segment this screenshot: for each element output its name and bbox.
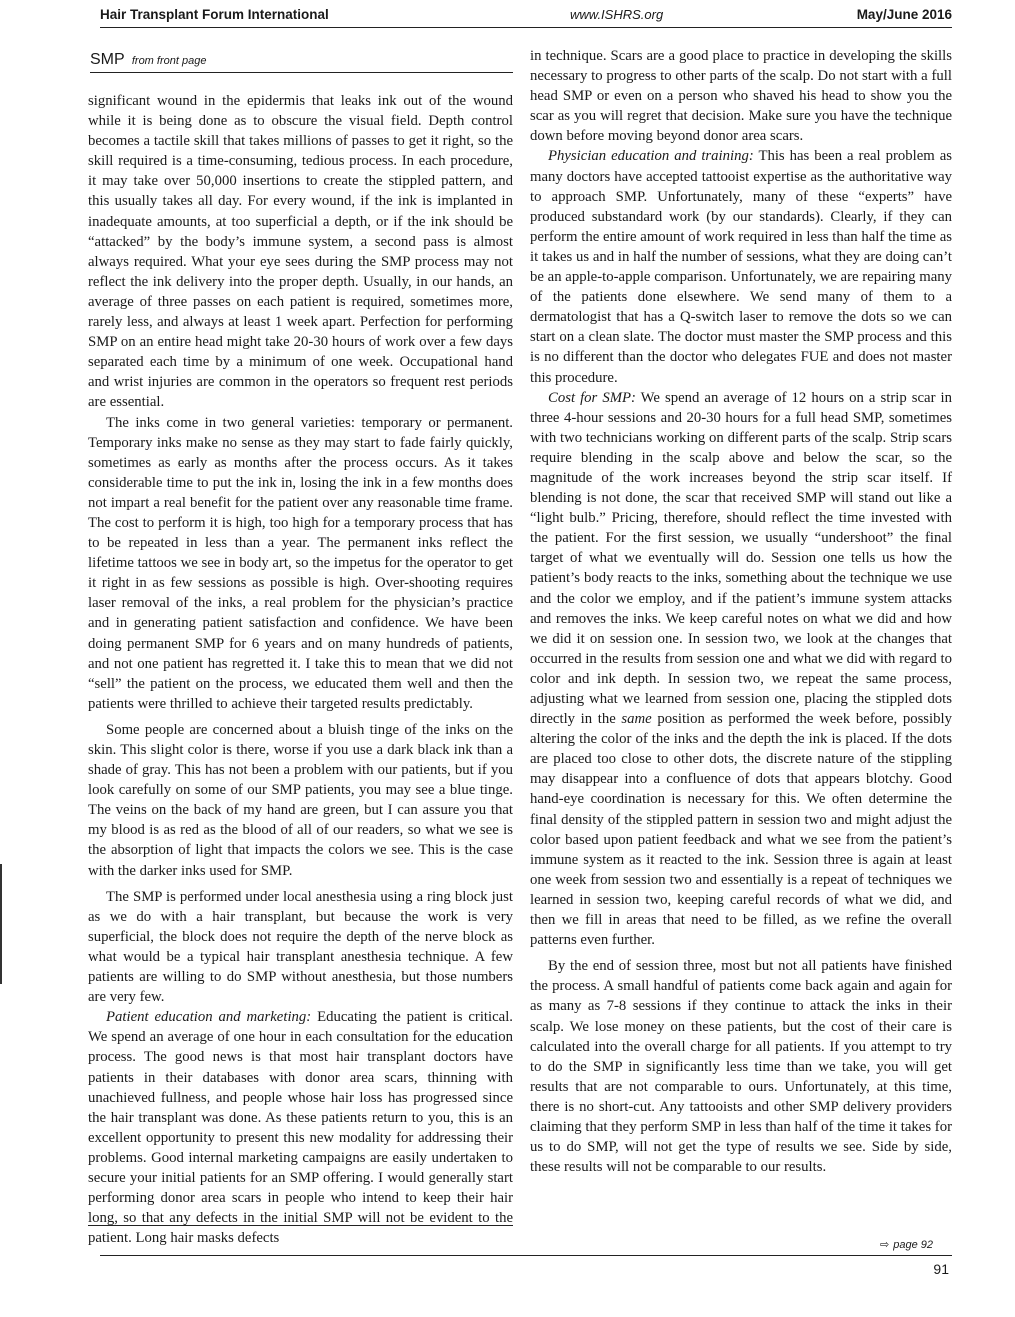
right-paragraph-3-body-b: position as performed the week before, possibly altering the color of the inks and the depth the ink is placed. If the dots are placed too close to other dots, the discrete nature of the stippling may disappear into a confluence of dots that appears blotchy. Good hand-eye coordination is necessary for this. We often determine the final density of the stippled pattern in session two and might adjust the color based upon patient feedback and what we see from the patient’s immune system as it reacted to the ink. Session three is again at least one week from session two and essentially is a repeat of techniques we learned in session two, keeping careful records of what we did, and then we fill in areas that need to be filled, as we refine the overall patterns even further. [530, 711, 952, 949]
right-paragraph-1: in technique. Scars are a good place to practice in developing the skills necessary to progress to other parts of the scalp. Do not start with a full head SMP or even on a person who shaved his head to show you the scar as you will regret that decision. Make sure you have the technique down before moving beyond donor area scars. [530, 48, 952, 145]
left-column-bottom-rule [88, 1225, 513, 1226]
issue-date: May/June 2016 [856, 7, 952, 22]
website-link[interactable]: www.ISHRS.org [570, 7, 664, 22]
arrow-right-icon: ⇨ [880, 1239, 890, 1251]
continued-on-page: page 92 [893, 1239, 933, 1251]
left-paragraph-1: significant wound in the epidermis that leaks ink out of the wound while it is being done as to obscure the visual field. Depth control becomes a tactile skill that takes millions of passes to get it right, so the skill required is a time-consuming, tedious process. In each procedure, it may take over 50,000 insertions to create the stippled pattern, and this usually takes all day. For every wound, if the ink is implanted in inadequate amounts, at too superficial a depth, or if the ink should be “attacked” by the body’s immune system, a second pass is almost always required. What your eye sees during the SMP process may not reflect the ink delivery into the proper depth. Usually, in our hands, an average of three passes on each patient is required, sometimes more, rarely less, and always at least 1 week apart. Perfection for performing SMP on an entire head might take 20-30 hours of work over a few days separated each time by a minimum of one week. Occupational hand and wrist injuries are common in the operators so frequent rest periods are essential. [88, 93, 513, 411]
page-number: 91 [933, 1261, 949, 1277]
left-paragraph-5 [88, 1007, 513, 1248]
left-paragraph-5-body: Educating the patient is critical. We spend an average of one hour in each consultation for the education process. The good news is that most hair transplant doctors have patients in their databases with donor area scars, thinning with unachieved fullness, and people whose hair loss has progressed since the hair transplant was done. As these patients return to you, this is an excellent opportunity to present this new modality for addressing their problems. Good internal marketing campaigns are easily undertaken to secure your initial patients for an SMP offering. I would generally start performing donor area scars in people who intend to keep their hair long, so that any defects in the initial SMP will not be evident to the patient. Long hair masks defects [88, 1009, 513, 1247]
right-paragraph-3-body-a: We spend an average of 12 hours on a strip scar in three 4-hour sessions and 20-30 hours for a full head SMP, sometimes with two technicians working on different parts of the scalp. Strip scars require blending in the scalp above and below the scar, so the magnitude of the work increases beyond the strip scar itself. If blending is not done, the scar that received SMP will stand out like a “light bulb.” Pricing, therefore, should reflect the time invested with the patient. For the first session, we usually “undershoot” the final target of what we eventually will do. Session one tells us how the patient’s body reacts to the inks, something about the technique we use and the color we employ, and if the patient’s immune system attacks and removes the inks. We keep careful notes on what we did and how we did it on session one. In session two, we look at the changes that occurred in the results from session one and what we did with regard to color and ink depth. In session two, we repeat the same process, adjusting what we learned from session one, placing the stippled dots directly in the [530, 389, 952, 728]
footer-rule [100, 1255, 952, 1256]
subhead-physician-education: Physician education and training: [548, 148, 754, 165]
header-rule [100, 27, 952, 28]
section-heading [90, 50, 513, 73]
emphasis-same: same [621, 711, 652, 728]
continued-on-link[interactable] [880, 1238, 933, 1251]
left-paragraph-3: Some people are concerned about a bluish tinge of the inks on the skin. This slight color is there, worse if you use a dark black ink than a shade of gray. This has not been a problem with our patients, but if you look carefully on some of our SMP patients, you may see a blue tinge. The veins on the back of my hand are green, but I can assure you that my blood is as red as the blood of all of our readers, so what we see is the absorption of light that impacts the colors we see. This is the case with the darker inks used for SMP. [88, 721, 513, 879]
right-paragraph-3 [530, 388, 952, 951]
right-paragraph-2-body: This has been a real problem as many doctors have accepted tattooist expertise as the authoritative way to approach SMP. Unfortunately, many of these “experts” have produced substandard work (by our standards). Clearly, if they can perform the entire amount of work required in less than half the time as it takes us and in half the number of sessions, what they are doing can’t be an apple-to-apple comparison. Unfortunately, we are repairing many of the patients done elsewhere. We send many of them to a dermatologist that has a Q-switch laser to remove the dots so we can start on a clean slate. The doctor must master the SMP process and this is no different than the doctor who delegates FUE and does not master this procedure. [530, 148, 952, 386]
subhead-cost-for-smp: Cost for SMP: [548, 389, 636, 406]
section-title: SMP [90, 51, 125, 68]
left-column [88, 50, 513, 1248]
right-paragraph-2 [530, 146, 952, 387]
publication-name: Hair Transplant Forum International [100, 7, 329, 22]
left-paragraph-4: The SMP is performed under local anesthesia using a ring block just as we do with a hair transplant, but because the work is very superficial, the block does not require the depth of the nerve block as what would be a typical hair transplant anesthesia technique. A few patients are willing to do SMP without anesthesia, but those numbers are very few. [88, 888, 513, 1006]
left-paragraph-2: The inks come in two general varieties: temporary or permanent. Temporary inks make no sense as they may start to fade fairly quickly, sometimes as early as months after the process occurs. As it takes considerable time to put the ink in, losing the ink in a few months does not impart a real benefit for the patient over any reasonable time frame. The cost to perform it is high, too high for a temporary process that has to be repeated in less than a year. The permanent inks reflect the lifetime tattoos we see in body art, so the impetus for the operator to get it right in as few sessions as possible is high. Over-shooting requires laser removal of the inks, a real problem for the physician’s practice and in generating patient satisfaction and confidence. We have been doing permanent SMP for 6 years and on many hundreds of patients, and not one patient has regretted it. I take this to mean that we did not “sell” the patient on the process, we educated them well and then the patients were thrilled to achieve their targeted results predictably. [88, 414, 513, 712]
right-column [530, 46, 952, 1177]
scan-margin-mark [0, 864, 11, 984]
continued-from-label: from front page [131, 55, 207, 67]
subhead-patient-education: Patient education and marketing: [106, 1009, 312, 1026]
running-header [100, 5, 952, 27]
right-paragraph-4: By the end of session three, most but not all patients have finished the process. A small handful of patients come back again and again for as many as 7-8 sessions if they continue to attack the inks in their scalp. We lose money on these patients, but the cost of their care is calculated into the overall charge for all patients. If you attempt to try to do the SMP in significantly less time than we take, you will get results that are not comparable to ours. Unfortunately, at this time, there is no short-cut. Any tattooists and other SMP delivery providers claiming that they perform SMP in less than half of the time it takes for us to do SMP, will not get the type of results we see. Side by side, these results will not be comparable to our results. [530, 958, 952, 1176]
